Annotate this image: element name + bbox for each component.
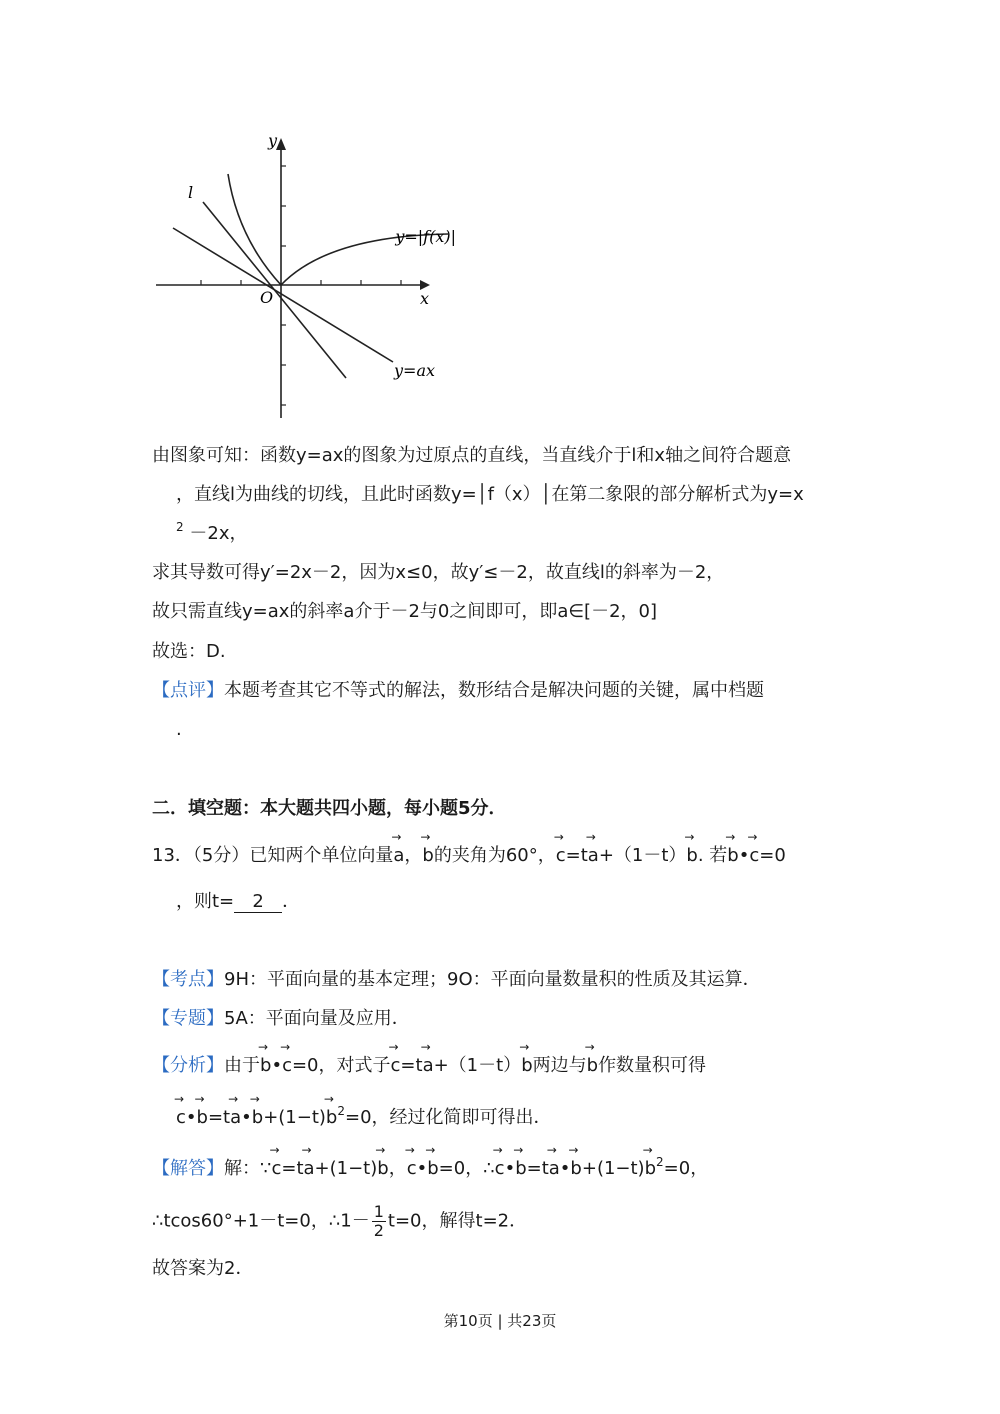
fenxi-text: =t (207, 1107, 231, 1128)
q13-angle: 的夹角为60°， (433, 845, 556, 866)
vector-a: → a (230, 1106, 241, 1130)
vector-a: → a (423, 1054, 434, 1078)
vector-a: → a (393, 844, 404, 868)
solution-line-2: ，直线l为曲线的切线，且此时函数y=│f（x）│在第二象限的部分解析式为y=x (176, 484, 804, 505)
solution-line-4: 求其导数可得y′=2x－2，因为x≤0，故y′≤－2，故直线l的斜率为－2， (152, 562, 725, 583)
vector-a: → a (304, 1157, 315, 1181)
dot-operator: • (504, 1158, 516, 1179)
review-text: 本题考查其它不等式的解法，数形结合是解决问题的关键，属中档题 (224, 680, 764, 701)
vector-a: → a (549, 1157, 560, 1181)
superscript: 2 (337, 1104, 345, 1118)
review-tag: 【点评】 (152, 680, 224, 701)
fraction (372, 1203, 386, 1240)
vector-c: → c (495, 1157, 505, 1181)
jieda-text: =0，∴ (438, 1158, 495, 1179)
fenxi-text: =t (400, 1055, 423, 1076)
fenxi-text: =0，对式子 (291, 1055, 391, 1076)
jieda-line-2 (152, 1203, 527, 1240)
fenxi-line-2 (176, 1106, 552, 1131)
fenxi-text: =0，经过化简即可得出． (345, 1107, 552, 1128)
q13-eq1b: +（1－t） (598, 845, 687, 866)
zhuanti-line (152, 1007, 410, 1031)
vector-c: → c (556, 844, 566, 868)
line-l-label: l (188, 183, 194, 202)
curve-abs-f (228, 174, 281, 285)
dot-operator: • (271, 1055, 283, 1076)
q13-prefix: 13．（5分）已知两个单位向量 (152, 845, 394, 866)
vector-b: → b (252, 1106, 263, 1130)
line-ax-label: y=ax (394, 361, 436, 380)
vector-b: → b (686, 844, 697, 868)
solution-line-3 (176, 522, 247, 547)
dot-operator: • (185, 1107, 197, 1128)
fenxi-tag: 【分析】 (152, 1055, 224, 1076)
dot-operator: • (241, 1107, 252, 1128)
solution-line-1: 由图象可知：函数y=ax的图象为过原点的直线，当直线介于l和x轴之间符合题意 (152, 445, 792, 466)
vector-b: → b (427, 1157, 438, 1181)
zhuanti-tag: 【专题】 (152, 1008, 224, 1029)
review-line (152, 679, 764, 703)
fenxi-text: +（1－t） (433, 1055, 522, 1076)
jieda-line-1 (152, 1157, 708, 1182)
jieda-text: +(1−t) (314, 1158, 378, 1179)
q13-if: . 若 (697, 845, 728, 866)
review-line-2: . (176, 719, 182, 740)
vector-b: → b (377, 1157, 388, 1181)
q13-then: ，则t= (176, 891, 235, 912)
vector-b: → b (515, 1157, 526, 1181)
question-13-line-1 (152, 844, 786, 868)
vector-b: → b (260, 1054, 271, 1078)
q13-comma: ， (404, 845, 423, 866)
zhuanti-text: 5A：平面向量及应用． (224, 1008, 410, 1029)
line-y-ax (173, 228, 393, 362)
x-axis-label: x (420, 289, 430, 308)
jieda-text: =t (281, 1158, 304, 1179)
curve-label: y=|f(x)| (395, 227, 456, 246)
vector-b: → b (645, 1157, 656, 1181)
fenxi-text: +(1−t) (263, 1107, 326, 1128)
q13-eq0: =0 (759, 845, 786, 866)
solution-line-6: 故选：D. (152, 641, 226, 662)
kaodian-tag: 【考点】 (152, 969, 224, 990)
dot-operator: • (559, 1158, 571, 1179)
vector-c: → c (282, 1054, 292, 1078)
answer-blank: 2 (234, 892, 282, 913)
kaodian-line (152, 968, 761, 992)
vector-c: → c (391, 1054, 401, 1078)
q13-period: ． (282, 891, 301, 912)
vector-b: → b (521, 1054, 532, 1078)
jieda-tag: 【解答】 (152, 1158, 224, 1179)
vector-c: → c (407, 1157, 417, 1181)
y-axis-label: y (268, 131, 278, 150)
page-footer: 第10页 | 共23页 (443, 1312, 557, 1330)
y-axis-arrow (276, 138, 286, 150)
function-graph (148, 128, 458, 428)
fraction-numerator: 1 (373, 1202, 384, 1221)
question-13-line-2 (176, 890, 300, 914)
fenxi-line-1 (152, 1054, 706, 1078)
jieda-text: ， (388, 1158, 407, 1179)
jieda-text: =0， (663, 1158, 709, 1179)
q13-eq1: =t (565, 845, 588, 866)
jieda-text: 解：∵ (224, 1158, 272, 1179)
jieda-text: ∴tcos60°+1－t=0，∴1－ (152, 1210, 370, 1232)
kaodian-text: 9H：平面向量的基本定理；9O：平面向量数量积的性质及其运算． (224, 969, 761, 990)
vector-b: → b (727, 844, 738, 868)
dot-operator: • (416, 1158, 428, 1179)
vector-c: → c (271, 1157, 281, 1181)
superscript: 2 (656, 1155, 664, 1169)
jieda-line-3: 故答案为2． (152, 1258, 254, 1279)
fenxi-text: 两边与 (532, 1055, 587, 1076)
section-title: 二．填空题：本大题共四小题，每小题5分． (152, 798, 507, 819)
vector-b: → b (197, 1106, 208, 1130)
fraction-denominator: 2 (373, 1221, 384, 1240)
vector-b: → b (326, 1106, 337, 1130)
solution-line-3-text: －2x， (189, 523, 248, 544)
fenxi-text: 作数量积可得 (598, 1055, 707, 1076)
vector-c: → c (176, 1106, 186, 1130)
vector-a: → a (588, 844, 599, 868)
fenxi-text: 由于 (224, 1055, 260, 1076)
solution-line-5: 故只需直线y=ax的斜率a介于－2与0之间即可，即a∈[－2，0] (152, 601, 658, 622)
superscript: 2 (176, 520, 184, 534)
jieda-text: =t (526, 1158, 549, 1179)
origin-label: O (260, 288, 274, 307)
jieda-text: +(1−t) (581, 1158, 645, 1179)
vector-b: → b (570, 1157, 581, 1181)
vector-b: → b (422, 844, 433, 868)
jieda-text: t=0，解得t=2． (387, 1210, 528, 1232)
vector-b: → b (587, 1054, 598, 1078)
vector-c: → c (749, 844, 759, 868)
dot-operator: • (738, 845, 750, 866)
